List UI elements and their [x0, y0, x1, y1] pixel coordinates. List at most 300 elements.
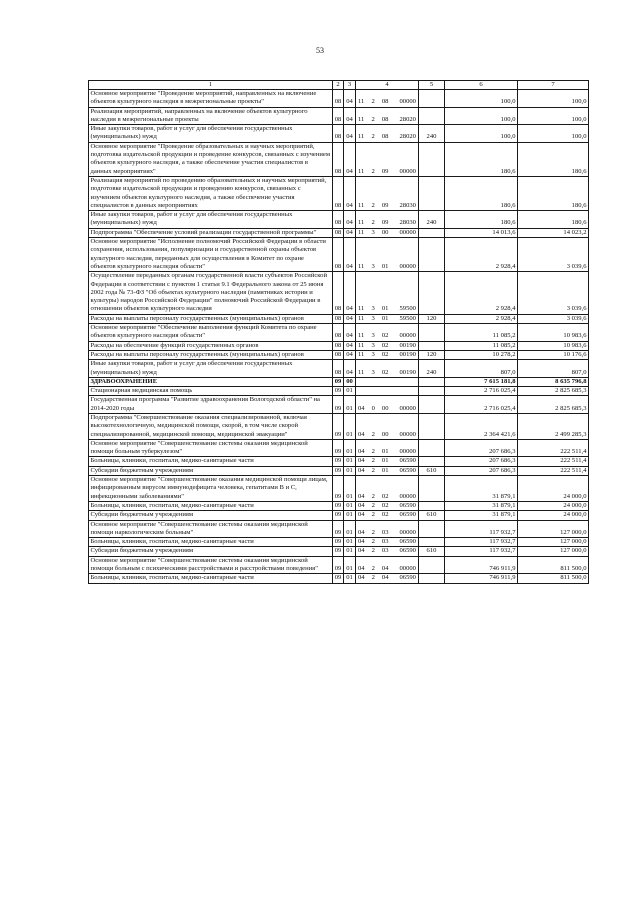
target-article-code: [356, 350, 419, 359]
target-article-code: [356, 574, 419, 583]
row-name: Государственная программа "Развитие здравоохранения Вологодской области" на 2014-2020 годы: [89, 396, 333, 414]
amount-col-6: 746 911,9: [445, 556, 518, 574]
direction-code: 00000: [399, 167, 416, 175]
direction-code: 06590: [399, 538, 416, 546]
subprogram-code: 2: [371, 98, 375, 106]
section-code: 09: [333, 574, 344, 583]
target-article-code: [356, 501, 419, 510]
amount-col-7: 811 500,0: [518, 574, 589, 583]
amount-col-6: 100,0: [445, 125, 518, 143]
amount-col-7: 2 825 685,3: [518, 387, 589, 396]
expense-type-code: [419, 574, 445, 583]
subprogram-code: 0: [371, 404, 375, 412]
table-row: [89, 90, 589, 108]
expense-type-code: [419, 556, 445, 574]
subsection-code: 01: [344, 387, 356, 396]
direction-code: 06590: [399, 466, 416, 474]
row-name: Расходы на выплаты персоналу государственных (муниципальных) органов: [89, 314, 333, 323]
table-row: [89, 107, 589, 125]
expense-type-code: [419, 538, 445, 547]
target-article-code: [356, 90, 419, 108]
section-code: 09: [333, 501, 344, 510]
subprogram-code: 2: [371, 501, 375, 509]
activity-code: 02: [381, 368, 389, 376]
subprogram-code: 2: [371, 201, 375, 209]
subprogram-code: 3: [371, 314, 375, 322]
expense-type-code: 240: [419, 211, 445, 229]
column-header-6: 6: [445, 81, 518, 90]
amount-col-6: 31 879,1: [445, 476, 518, 502]
amount-col-7: 8 635 796,8: [518, 377, 589, 386]
target-article-code: [356, 176, 419, 210]
amount-col-7: 127 000,0: [518, 547, 589, 556]
section-code: 08: [333, 125, 344, 143]
table-row: [89, 314, 589, 323]
expense-type-code: [419, 238, 445, 272]
table-row: [89, 457, 589, 466]
row-name: Основное мероприятие "Совершенствование системы оказания медицинской помощи больным туберкулезом": [89, 439, 333, 457]
subsection-code: 01: [344, 520, 356, 538]
page-number: 53: [316, 46, 324, 55]
target-article-parts: [356, 342, 418, 350]
row-name: Подпрограмма "Совершенствование оказания специализированной, включая высокотехнологичную, медицинской помощи, скорой, в том числе скорой специализированной, медицинской помощи, медицинской эвакуации": [89, 413, 333, 439]
activity-code: 00: [381, 228, 389, 236]
target-article-parts: [356, 263, 418, 271]
row-name: Основное мероприятие "Обеспечение выполнения функций Комитета по охране объектов культурного наследия области": [89, 324, 333, 342]
section-code: 09: [333, 413, 344, 439]
target-article-parts: [356, 457, 418, 465]
direction-code: 00000: [399, 448, 416, 456]
direction-code: 00000: [399, 430, 416, 438]
column-header-7: 7: [518, 81, 589, 90]
target-article-code: [356, 556, 419, 574]
program-code: 04: [358, 547, 365, 555]
amount-col-6: 207 686,3: [445, 457, 518, 466]
target-article-parts: [356, 529, 418, 537]
program-code: 04: [358, 501, 365, 509]
section-code: 09: [333, 457, 344, 466]
budget-table: [88, 80, 589, 584]
table-row: [89, 556, 589, 574]
section-code: 09: [333, 377, 344, 386]
amount-col-6: 100,0: [445, 90, 518, 108]
subprogram-code: 2: [371, 219, 375, 227]
row-name: Расходы на выплаты персоналу государственных (муниципальных) органов: [89, 350, 333, 359]
program-code: 11: [358, 133, 365, 141]
expense-type-code: [419, 520, 445, 538]
section-code: 09: [333, 547, 344, 556]
expense-type-code: [419, 413, 445, 439]
subprogram-code: 2: [371, 565, 375, 573]
direction-code: 00000: [399, 528, 416, 536]
direction-code: 00000: [399, 98, 416, 106]
column-header-4: 4: [356, 81, 419, 90]
direction-code: 00000: [399, 228, 416, 236]
direction-code: 00190: [399, 350, 416, 358]
amount-col-6: 180,6: [445, 176, 518, 210]
target-article-code: [356, 238, 419, 272]
section-code: 09: [333, 387, 344, 396]
program-code: 11: [358, 98, 365, 106]
section-code: 08: [333, 142, 344, 176]
target-article-code: [356, 476, 419, 502]
subsection-code: 01: [344, 556, 356, 574]
target-article-parts: [356, 467, 418, 475]
target-article-parts: [356, 538, 418, 546]
expense-type-code: [419, 142, 445, 176]
subsection-code: 04: [344, 228, 356, 237]
subprogram-code: 3: [371, 305, 375, 313]
target-article-parts: [356, 315, 418, 323]
expense-type-code: 120: [419, 350, 445, 359]
row-name: Субсидии бюджетным учреждениям: [89, 511, 333, 520]
column-header-3: 3: [344, 81, 356, 90]
amount-col-7: 24 000,0: [518, 476, 589, 502]
expense-type-code: [419, 324, 445, 342]
amount-col-7: 10 983,6: [518, 324, 589, 342]
target-article-parts: [356, 369, 418, 377]
table-row: [89, 413, 589, 439]
amount-col-7: 222 511,4: [518, 439, 589, 457]
direction-code: 06590: [399, 457, 416, 465]
direction-code: 06590: [399, 574, 416, 582]
expense-type-code: 610: [419, 511, 445, 520]
direction-code: 06590: [399, 501, 416, 509]
subsection-code: 04: [344, 142, 356, 176]
activity-code: 09: [381, 167, 389, 175]
activity-code: 01: [381, 457, 389, 465]
table-row: [89, 211, 589, 229]
section-code: 09: [333, 476, 344, 502]
target-article-parts: [356, 351, 418, 359]
subprogram-code: 3: [371, 332, 375, 340]
column-header-1: 1: [89, 81, 333, 90]
table-row: [89, 176, 589, 210]
subprogram-code: 2: [371, 574, 375, 582]
row-name: Иные закупки товаров, работ и услуг для обеспечения государственных (муниципальных) нужд: [89, 360, 333, 378]
activity-code: 02: [381, 350, 389, 358]
amount-col-7: 3 039,6: [518, 238, 589, 272]
row-name: Подпрограмма "Обеспечение условий реализации государственной программы": [89, 228, 333, 237]
activity-code: 02: [381, 332, 389, 340]
program-code: 04: [358, 448, 365, 456]
target-article-code: [356, 272, 419, 314]
expense-type-code: [419, 396, 445, 414]
expense-type-code: [419, 90, 445, 108]
direction-code: 00000: [399, 565, 416, 573]
target-article-code: [356, 547, 419, 556]
section-code: 08: [333, 314, 344, 323]
section-code: 09: [333, 520, 344, 538]
target-article-code: [356, 457, 419, 466]
amount-col-6: 2 716 025,4: [445, 387, 518, 396]
table-row: [89, 341, 589, 350]
activity-code: 04: [381, 574, 389, 582]
expense-type-code: [419, 377, 445, 386]
row-name: Иные закупки товаров, работ и услуг для обеспечения государственных (муниципальных) нужд: [89, 211, 333, 229]
program-code: 04: [358, 457, 365, 465]
program-code: 04: [358, 538, 365, 546]
section-code: 08: [333, 90, 344, 108]
subprogram-code: 3: [371, 350, 375, 358]
amount-col-7: 2 825 685,3: [518, 396, 589, 414]
program-code: 04: [358, 492, 365, 500]
activity-code: 03: [381, 528, 389, 536]
activity-code: 02: [381, 511, 389, 519]
amount-col-7: 807,0: [518, 360, 589, 378]
row-name: Субсидии бюджетным учреждениям: [89, 466, 333, 475]
amount-col-6: 31 879,1: [445, 511, 518, 520]
amount-col-6: 31 879,1: [445, 501, 518, 510]
program-code: 11: [358, 115, 365, 123]
row-name: Реализация мероприятий, направленных на включение объектов культурного наследия в межрегиональные проекты: [89, 107, 333, 125]
expense-type-code: [419, 107, 445, 125]
section-code: 09: [333, 466, 344, 475]
amount-col-6: 180,6: [445, 211, 518, 229]
subsection-code: 04: [344, 90, 356, 108]
table-body: [89, 90, 589, 584]
amount-col-6: 7 615 181,8: [445, 377, 518, 386]
expense-type-code: [419, 341, 445, 350]
activity-code: 01: [381, 305, 389, 313]
activity-code: 03: [381, 538, 389, 546]
activity-code: 09: [381, 219, 389, 227]
section-code: 08: [333, 176, 344, 210]
target-article-code: [356, 396, 419, 414]
program-code: 11: [358, 350, 365, 358]
target-article-code: [356, 511, 419, 520]
subsection-code: 01: [344, 547, 356, 556]
row-name: Иные закупки товаров, работ и услуг для обеспечения государственных (муниципальных) нужд: [89, 125, 333, 143]
subsection-code: 04: [344, 211, 356, 229]
subsection-code: 04: [344, 107, 356, 125]
amount-col-7: 127 000,0: [518, 538, 589, 547]
direction-code: 59500: [399, 314, 416, 322]
row-name: Стационарная медицинская помощь: [89, 387, 333, 396]
amount-col-6: 2 928,4: [445, 314, 518, 323]
subprogram-code: 2: [371, 492, 375, 500]
section-code: 08: [333, 350, 344, 359]
amount-col-6: 117 932,7: [445, 520, 518, 538]
target-article-code: [356, 324, 419, 342]
amount-col-6: 2 716 025,4: [445, 396, 518, 414]
subsection-code: 04: [344, 314, 356, 323]
program-code: 11: [358, 219, 365, 227]
table-row: [89, 520, 589, 538]
section-code: 08: [333, 211, 344, 229]
section-code: 08: [333, 324, 344, 342]
target-article-parts: [356, 202, 418, 210]
expense-type-code: [419, 228, 445, 237]
table-row: [89, 228, 589, 237]
subsection-code: 04: [344, 350, 356, 359]
target-article-code: [356, 520, 419, 538]
direction-code: 00000: [399, 492, 416, 500]
table-row: [89, 538, 589, 547]
amount-col-7: 180,6: [518, 176, 589, 210]
direction-code: 06590: [399, 547, 416, 555]
subprogram-code: 2: [371, 511, 375, 519]
subsection-code: 01: [344, 501, 356, 510]
activity-code: 02: [381, 501, 389, 509]
activity-code: 03: [381, 547, 389, 555]
subsection-code: 01: [344, 511, 356, 520]
amount-col-7: 222 511,4: [518, 466, 589, 475]
subprogram-code: 3: [371, 368, 375, 376]
program-code: 11: [358, 368, 365, 376]
target-article-parts: [356, 229, 418, 237]
amount-col-6: 14 013,6: [445, 228, 518, 237]
expense-type-code: 240: [419, 360, 445, 378]
amount-col-6: 100,0: [445, 107, 518, 125]
table-row: [89, 142, 589, 176]
target-article-parts: [356, 565, 418, 573]
expense-type-code: [419, 457, 445, 466]
program-code: 11: [358, 305, 365, 313]
activity-code: 08: [381, 133, 389, 141]
activity-code: 08: [381, 98, 389, 106]
amount-col-6: 2 928,4: [445, 272, 518, 314]
target-article-parts: [356, 502, 418, 510]
section-code: 09: [333, 396, 344, 414]
table-header: [89, 81, 589, 90]
subprogram-code: 2: [371, 133, 375, 141]
target-article-parts: [356, 547, 418, 555]
target-article-code: [356, 387, 419, 396]
amount-col-7: 2 499 285,3: [518, 413, 589, 439]
program-code: 04: [358, 404, 365, 412]
target-article-code: [356, 360, 419, 378]
subsection-code: 01: [344, 574, 356, 583]
target-article-parts: [356, 493, 418, 501]
table-row: [89, 439, 589, 457]
row-name: Осуществление переданных органам государственной власти субъектов Российской Федерации в соответствии с пунктом 1 статьи 9.1 Федерального закона от 25 июня 2002 года № 73-ФЗ "Об объектах культурного наследия (памятниках истории и культуры) народов Российской Федерации" полномочий Российской Федерации в отношении объектов культурного наследия: [89, 272, 333, 314]
section-code: 08: [333, 272, 344, 314]
row-name: Основное мероприятие "Проведение мероприятий, направленных на включение объектов культурного наследия в межрегиональные проекты": [89, 90, 333, 108]
subprogram-code: 2: [371, 448, 375, 456]
amount-col-7: 222 511,4: [518, 457, 589, 466]
activity-code: 08: [381, 115, 389, 123]
row-name: ЗДРАВООХРАНЕНИЕ: [89, 377, 333, 386]
target-article-parts: [356, 168, 418, 176]
amount-col-7: 127 000,0: [518, 520, 589, 538]
amount-col-6: 207 686,3: [445, 439, 518, 457]
target-article-parts: [356, 405, 418, 413]
direction-code: 00190: [399, 341, 416, 349]
section-code: 08: [333, 360, 344, 378]
amount-col-7: 811 500,0: [518, 556, 589, 574]
activity-code: 09: [381, 201, 389, 209]
target-article-code: [356, 341, 419, 350]
subsection-code: 04: [344, 324, 356, 342]
program-code: 11: [358, 341, 365, 349]
subprogram-code: 2: [371, 528, 375, 536]
section-code: 09: [333, 538, 344, 547]
amount-col-7: 100,0: [518, 125, 589, 143]
section-code: 08: [333, 341, 344, 350]
table-row: [89, 272, 589, 314]
direction-code: 28030: [399, 201, 416, 209]
amount-col-7: 24 000,0: [518, 511, 589, 520]
subprogram-code: 2: [371, 167, 375, 175]
subsection-code: 04: [344, 176, 356, 210]
subprogram-code: 2: [371, 430, 375, 438]
target-article-code: [356, 228, 419, 237]
direction-code: 00000: [399, 404, 416, 412]
amount-col-6: 2 928,4: [445, 238, 518, 272]
target-article-code: [356, 125, 419, 143]
amount-col-6: 10 278,2: [445, 350, 518, 359]
amount-col-6: 207 686,3: [445, 466, 518, 475]
subsection-code: 01: [344, 466, 356, 475]
amount-col-7: 10 983,6: [518, 341, 589, 350]
program-code: 11: [358, 262, 365, 270]
amount-col-7: 24 000,0: [518, 501, 589, 510]
expense-type-code: [419, 176, 445, 210]
table-row: [89, 238, 589, 272]
subprogram-code: 2: [371, 547, 375, 555]
table-row: [89, 396, 589, 414]
target-article-code: [356, 314, 419, 323]
table-row: [89, 466, 589, 475]
subsection-code: 01: [344, 439, 356, 457]
amount-col-6: 746 911,9: [445, 574, 518, 583]
subsection-code: 01: [344, 457, 356, 466]
program-code: 04: [358, 565, 365, 573]
amount-col-7: 180,6: [518, 142, 589, 176]
amount-col-6: 117 932,7: [445, 547, 518, 556]
target-article-parts: [356, 574, 418, 582]
table-row: [89, 377, 589, 386]
column-header-5: 5: [419, 81, 445, 90]
table-row: [89, 501, 589, 510]
activity-code: 00: [381, 430, 389, 438]
target-article-parts: [356, 133, 418, 141]
section-code: 08: [333, 228, 344, 237]
subsection-code: 04: [344, 360, 356, 378]
activity-code: 01: [381, 448, 389, 456]
expense-type-code: [419, 439, 445, 457]
row-name: Основное мероприятие "Проведение образовательных и научных мероприятий, подготовка издательской продукции и проведение конкурсов, связанных с изучением объектов культурного наследия, а также обеспечение участия специалистов в данных мероприятиях": [89, 142, 333, 176]
subprogram-code: 2: [371, 466, 375, 474]
subprogram-code: 3: [371, 262, 375, 270]
activity-code: 02: [381, 492, 389, 500]
target-article-code: [356, 439, 419, 457]
expense-type-code: 610: [419, 466, 445, 475]
row-name: Основное мероприятие "Исполнение полномочий Российской Федерации в области сохранения, использования, популяризации и государственной охраны объектов культурного наследия, переданных для осуществления в Комитет по охране объектов культурного наследия области": [89, 238, 333, 272]
amount-col-6: 2 364 421,6: [445, 413, 518, 439]
expense-type-code: [419, 476, 445, 502]
amount-col-7: 100,0: [518, 107, 589, 125]
row-name: Реализация мероприятий по проведению образовательных и научных мероприятий, подготовке издательской продукции и проведению конкурсов, связанных с изучением объектов культурного наследия, а также обеспечение участия специалистов в данных мероприятиях: [89, 176, 333, 210]
amount-col-7: 10 176,6: [518, 350, 589, 359]
target-article-code: [356, 142, 419, 176]
target-article-code: [356, 466, 419, 475]
target-article-code: [356, 538, 419, 547]
program-code: 04: [358, 430, 365, 438]
direction-code: 06590: [399, 511, 416, 519]
target-article-parts: [356, 332, 418, 340]
direction-code: 00000: [399, 262, 416, 270]
subprogram-code: 3: [371, 341, 375, 349]
row-name: Основное мероприятие "Совершенствование системы оказания медицинской помощи наркологическим больным": [89, 520, 333, 538]
row-name: Основное мероприятие "Совершенствование системы оказания медицинской помощи больным с психическими расстройствами и расстройствами поведения": [89, 556, 333, 574]
subsection-code: 04: [344, 272, 356, 314]
table-row: [89, 125, 589, 143]
direction-code: 00190: [399, 368, 416, 376]
amount-col-7: 100,0: [518, 90, 589, 108]
activity-code: 01: [381, 466, 389, 474]
